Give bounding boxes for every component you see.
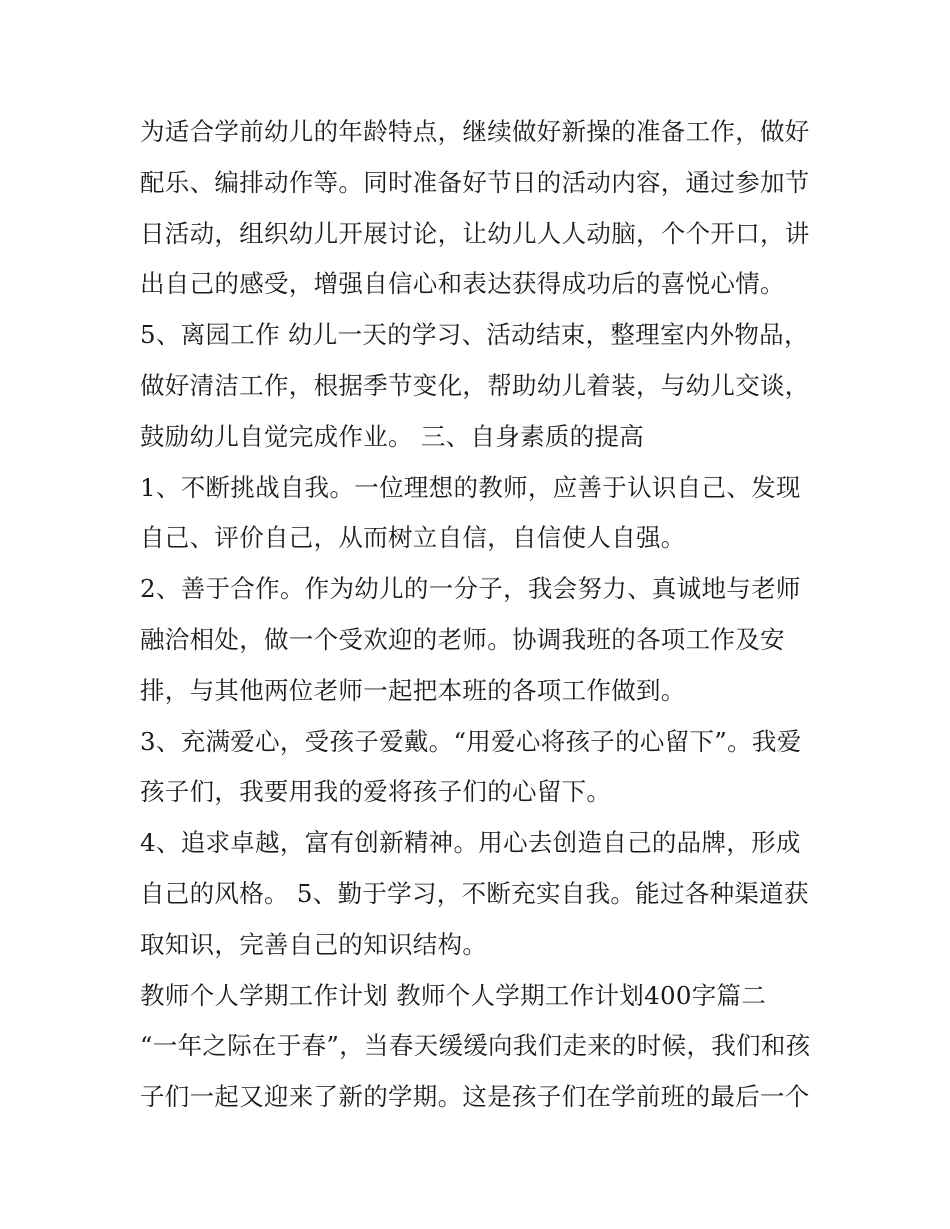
text-line: 自己的风格。 5、勤于学习，不断充实自我。能过各种渠道获	[140, 878, 809, 908]
text-line: 5、离园工作 幼儿一天的学习、活动结束，整理室内外物品，	[140, 320, 809, 350]
text-line: 鼓励幼儿自觉完成作业。 三、自身素质的提高	[140, 421, 645, 451]
text-line: 日活动，组织幼儿开展讨论，让幼儿人人动脑，个个开口，讲	[140, 218, 810, 248]
text-line: 配乐、编排动作等。同时准备好节日的活动内容，通过参加节	[140, 167, 810, 197]
text-line: 孩子们，我要用我的爱将孩子们的心留下。	[140, 777, 612, 807]
text-line: 4、追求卓越，富有创新精神。用心去创造自己的品牌，形成	[140, 828, 801, 858]
section-heading-line: 教师个人学期工作计划 教师个人学期工作计划400字篇二	[140, 980, 767, 1010]
text-line: 2、善于合作。作为幼儿的一分子，我会努力、真诚地与老师	[140, 574, 801, 604]
text-line: 融洽相处，做一个受欢迎的老师。协调我班的各项工作及安	[140, 624, 785, 654]
document-body	[140, 107, 820, 1123]
text-line: 自己、评价自己，从而树立自信，自信使人自强。	[140, 523, 686, 553]
text-line: 子们一起又迎来了新的学期。这是孩子们在学前班的最后一个	[140, 1082, 810, 1112]
text-line: 取知识，完善自己的知识结构。	[140, 929, 488, 959]
text-line: “一年之际在于春”，当春天缓缓向我们走来的时候，我们和孩	[140, 1031, 811, 1061]
text-line: 做好清洁工作，根据季节变化，帮助幼儿着装，与幼儿交谈，	[140, 370, 810, 400]
text-line: 1、不断挑战自我。一位理想的教师，应善于认识自己、发现	[140, 472, 801, 502]
text-line: 为适合学前幼儿的年龄特点，继续做好新操的准备工作，做好	[140, 117, 810, 146]
text-line: 出自己的感受，增强自信心和表达获得成功后的喜悦心情。	[140, 269, 785, 299]
text-line: 3、充满爱心，受孩子爱戴。“用爱心将孩子的心留下”。我爱	[140, 726, 802, 756]
text-line: 排，与其他两位老师一起把本班的各项工作做到。	[140, 675, 686, 705]
